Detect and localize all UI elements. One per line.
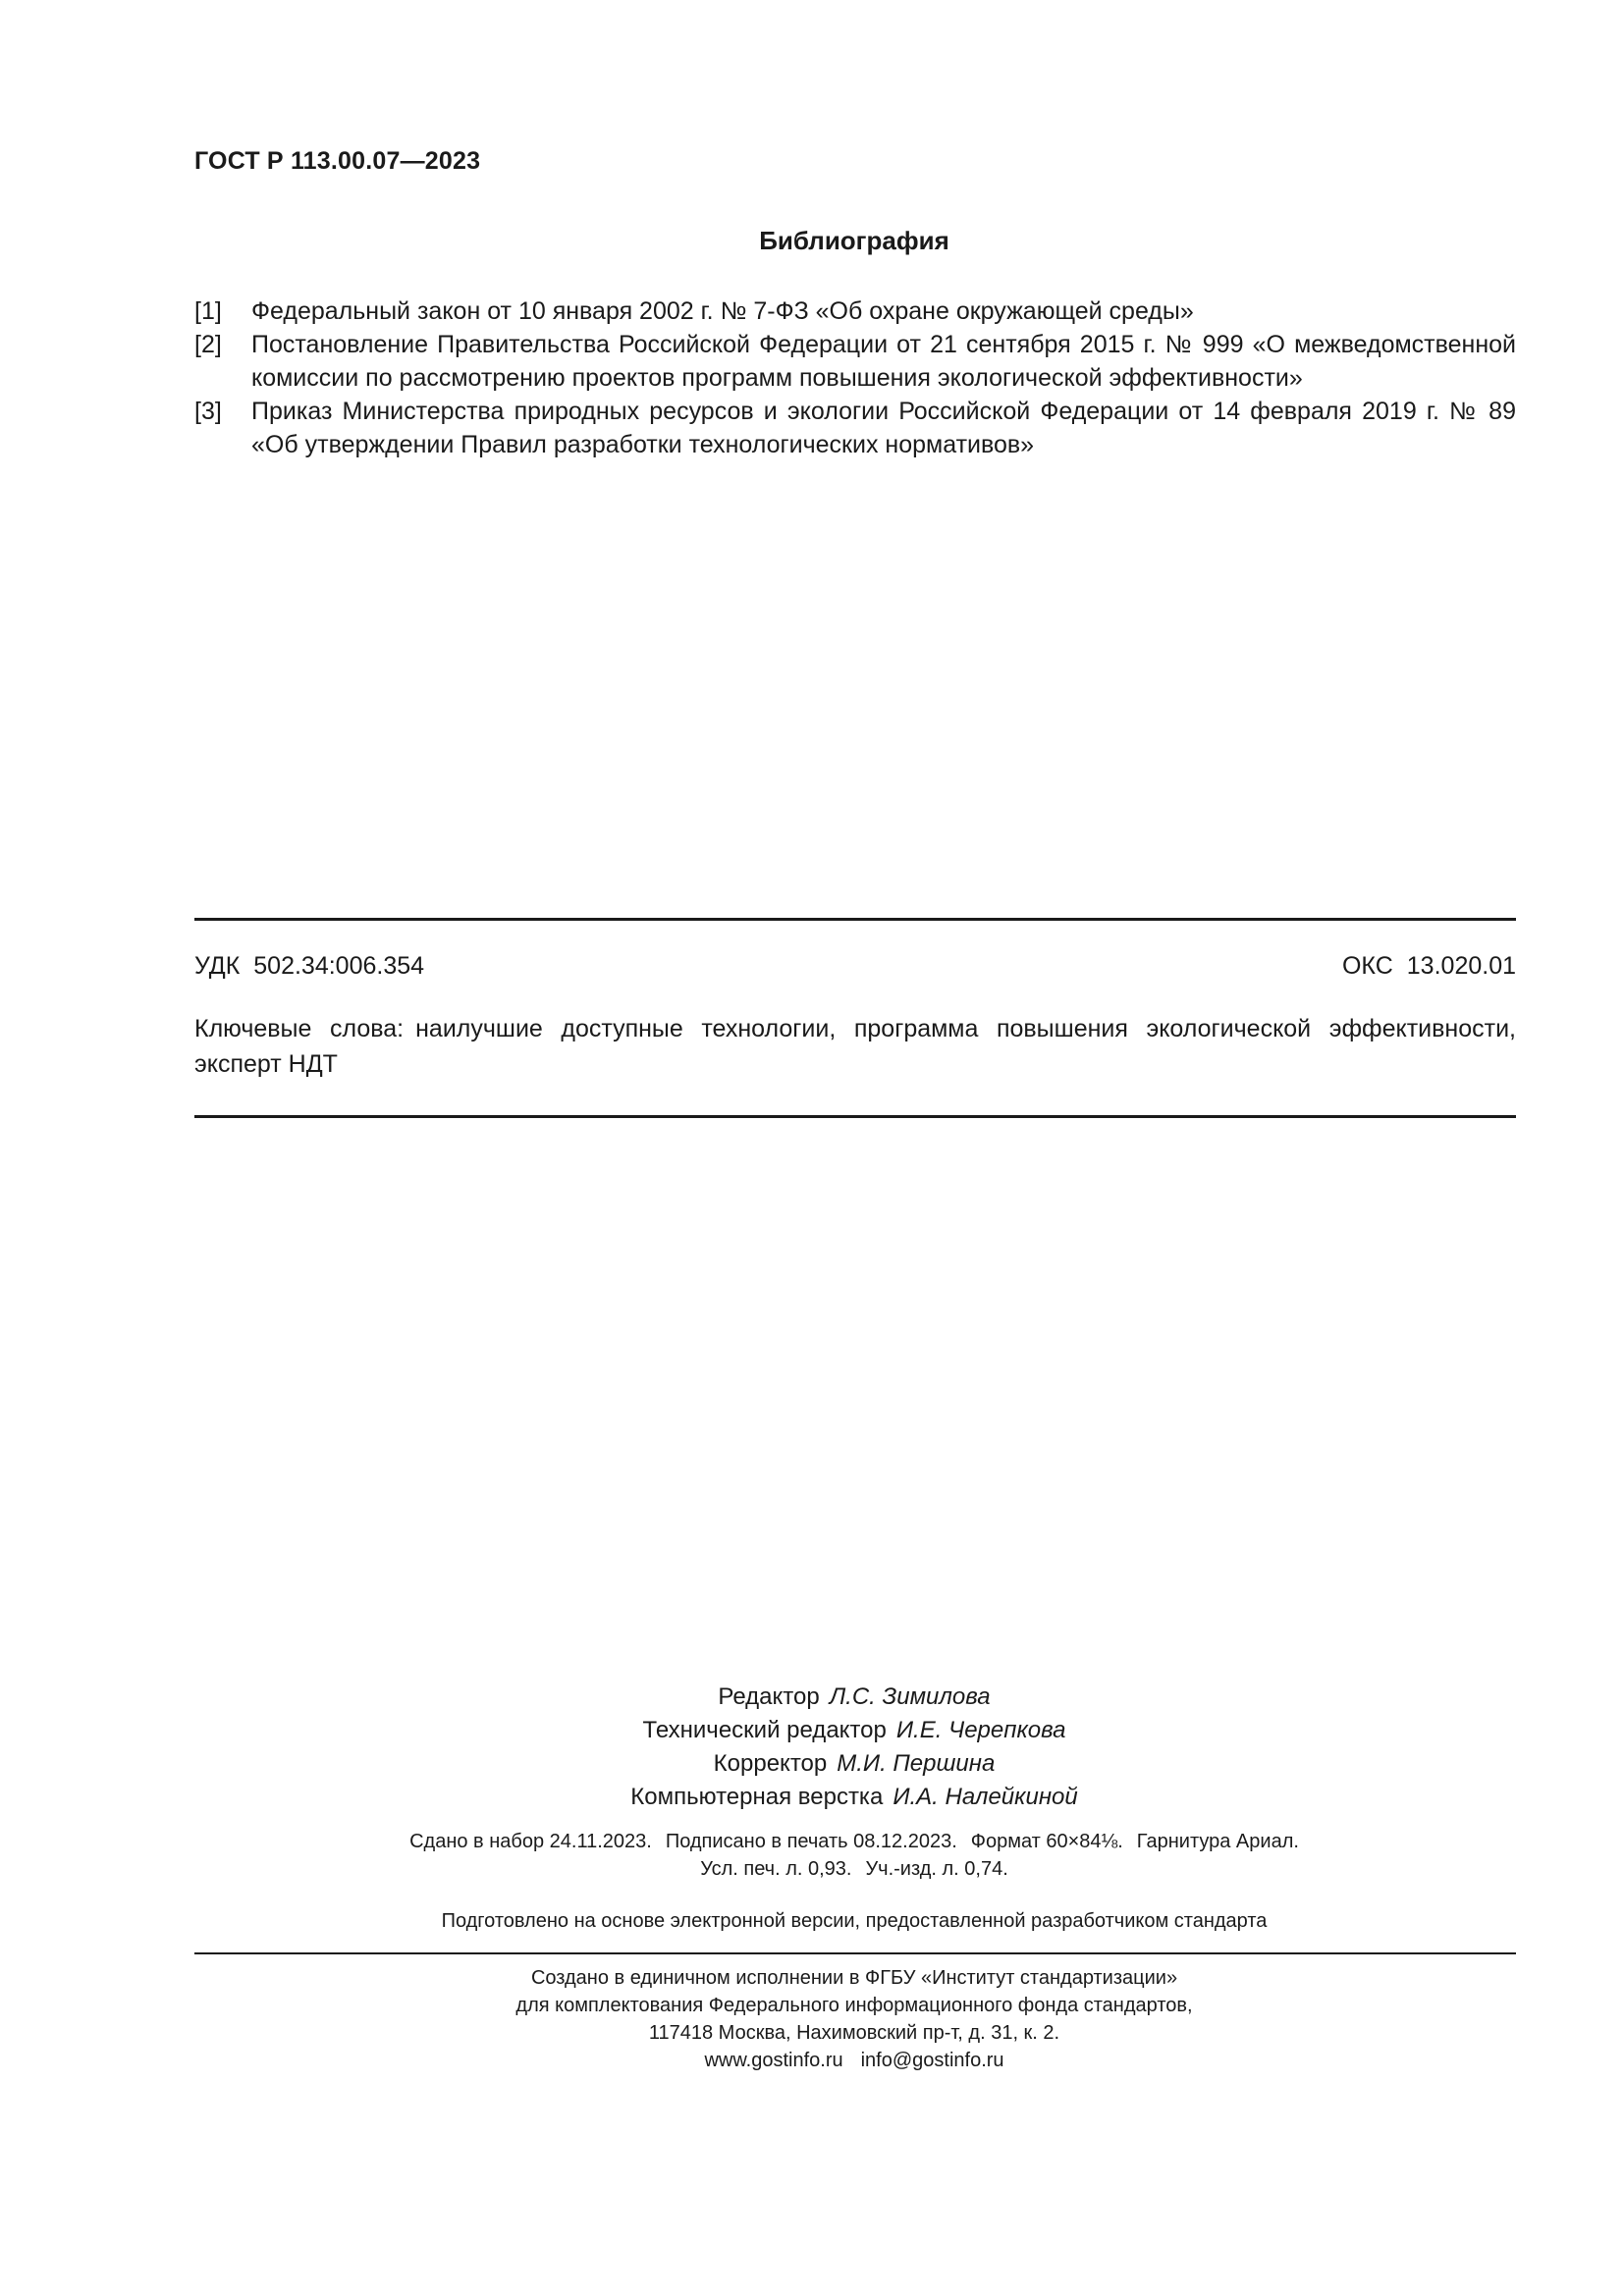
- footer-line: 117418 Москва, Нахимовский пр-т, д. 31, к. 2.: [648, 2022, 1060, 2044]
- footer-links: [0, 2047, 1624, 2074]
- udk-code: [194, 952, 424, 981]
- bibliography-title: Библиография: [759, 226, 949, 255]
- credit-row: [0, 1781, 1624, 1814]
- credit-role: Технический редактор: [642, 1717, 887, 1743]
- oks-label: ОКС: [1341, 952, 1393, 980]
- credit-row: [0, 1714, 1624, 1747]
- submitted-date: Сдано в набор 24.11.2023.: [409, 1831, 652, 1852]
- credit-role: Редактор: [718, 1683, 820, 1710]
- keywords: [194, 1011, 1516, 1082]
- bibliography-entry: [194, 395, 1516, 461]
- print-sheets: Усл. печ. л. 0,93.: [700, 1858, 852, 1880]
- entry-text: Постановление Правительства Российской Федерации от 21 сентября 2015 г. № 999 «О межведомственной комиссии по рассмотрению проектов программ повышения экологической эффективности»: [251, 331, 1516, 392]
- credits-block: [0, 1681, 1624, 1814]
- credit-person: И.Е. Черепкова: [895, 1717, 1066, 1743]
- divider: [194, 1115, 1516, 1118]
- prepared-note: Подготовлено на основе электронной версии, предоставленной разработчиком стандарта: [441, 1910, 1268, 1932]
- credit-role: Корректор: [713, 1750, 828, 1777]
- document-code: ГОСТ Р 113.00.07—2023: [194, 147, 481, 175]
- divider: [194, 918, 1516, 921]
- footer-line: Создано в единичном исполнении в ФГБУ «Институт стандартизации»: [530, 1967, 1178, 1989]
- publisher-footer: [0, 1964, 1624, 2074]
- print-info-line: [0, 1855, 1624, 1883]
- entry-text: Федеральный закон от 10 января 2002 г. № 7-ФЗ «Об охране окружающей среды»: [251, 297, 1194, 325]
- divider: [194, 1952, 1516, 1954]
- print-info-line: [0, 1828, 1624, 1855]
- website-link[interactable]: www.gostinfo.ru: [704, 2050, 843, 2071]
- entry-text: Приказ Министерства природных ресурсов и экологии Российской Федерации от 14 февраля 2019 г. № 89 «Об утверждении Правил разработки технологических нормативов»: [251, 398, 1516, 458]
- udk-value: 502.34:006.354: [253, 952, 425, 980]
- entry-number: [3]: [194, 398, 222, 425]
- email-link[interactable]: info@gostinfo.ru: [860, 2050, 1004, 2071]
- credit-person: Л.С. Зимилова: [829, 1683, 991, 1710]
- keywords-value: наилучшие доступные технологии, программа повышения экологической эффективности, эксперт НДТ: [194, 1015, 1516, 1078]
- publisher-sheets: Уч.-изд. л. 0,74.: [865, 1858, 1008, 1880]
- credit-person: М.И. Першина: [837, 1750, 996, 1777]
- credit-row: [0, 1747, 1624, 1781]
- oks-code: [1342, 952, 1516, 981]
- bibliography-entry: [194, 294, 1516, 328]
- udk-label: УДК: [194, 952, 241, 980]
- bibliography-list: [194, 294, 1516, 461]
- classification-row: [194, 952, 1516, 981]
- credit-person: И.А. Налейкиной: [893, 1784, 1078, 1810]
- bibliography-entry: [194, 328, 1516, 395]
- paper-format: Формат 60×84⅛.: [970, 1831, 1123, 1852]
- credit-role: Компьютерная верстка: [630, 1784, 884, 1810]
- entry-number: [1]: [194, 297, 222, 325]
- signed-date: Подписано в печать 08.12.2023.: [665, 1831, 957, 1852]
- footer-line: для комплектования Федерального информационного фонда стандартов,: [515, 1995, 1193, 2016]
- entry-number: [2]: [194, 331, 222, 358]
- typeface: Гарнитура Ариал.: [1136, 1831, 1299, 1852]
- oks-value: 13.020.01: [1406, 952, 1516, 980]
- print-info: [0, 1828, 1624, 1883]
- credit-row: [0, 1681, 1624, 1714]
- keywords-label: Ключевые слова:: [194, 1015, 405, 1042]
